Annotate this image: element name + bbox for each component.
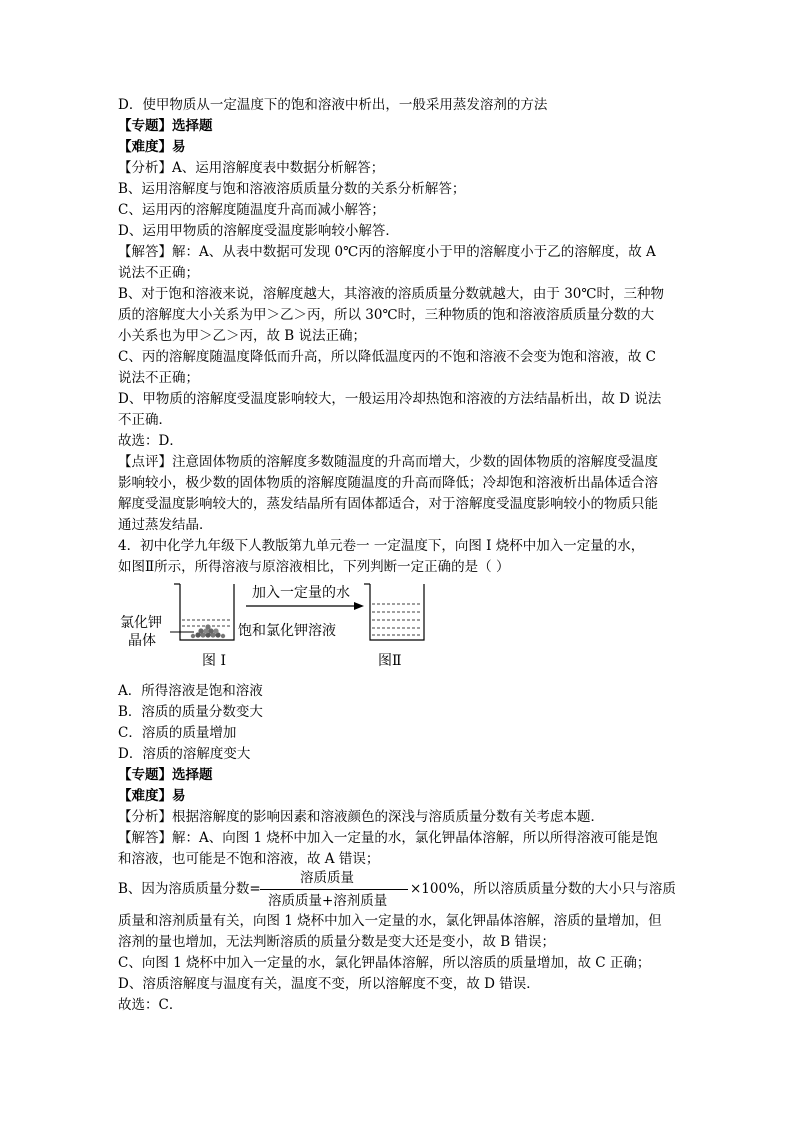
text-line: 质的溶解度大小关系为甲＞乙＞丙，所以 30℃时，三种物质的饱和溶液溶质质量分数的大 bbox=[118, 307, 655, 323]
text-line: 溶剂的量也增加，无法判断溶质的质量分数是变大还是变小，故 B 错误； bbox=[118, 934, 556, 950]
beaker-2 bbox=[364, 584, 424, 640]
text-line: 【难度】易 bbox=[118, 788, 186, 804]
text-line: 【专题】选择题 bbox=[118, 118, 213, 134]
option-c: C．溶质的质量增加 bbox=[118, 725, 237, 741]
crystal-label: 氯化钾 bbox=[120, 615, 162, 631]
crystal-label: 晶体 bbox=[128, 633, 156, 649]
option-b: B．溶质的质量分数变大 bbox=[118, 704, 263, 720]
formula-line bbox=[118, 869, 680, 909]
text-line: 通过蒸发结晶． bbox=[118, 517, 213, 533]
text-line: 【分析】根据溶解度的影响因素和溶液颜色的深浅与溶质质量分数有关考虑本题． bbox=[118, 809, 604, 825]
figure-caption: 图Ⅱ bbox=[378, 653, 402, 669]
arrow-label: 加入一定量的水 bbox=[252, 585, 350, 601]
text-line: 【解答】解：A、向图 1 烧杯中加入一定量的水，氯化钾晶体溶解，所以所得溶液可能是饱 bbox=[118, 830, 658, 846]
text-line: 如图Ⅱ所示，所得溶液与原溶液相比，下列判断一定正确的是（ ） bbox=[118, 559, 510, 575]
text-line: 和溶液，也可能是不饱和溶液，故 A 错误； bbox=[118, 851, 380, 867]
beaker-1 bbox=[170, 584, 234, 640]
option-a: A．所得溶液是饱和溶液 bbox=[118, 683, 263, 699]
text-line: C、运用丙的溶解度随温度升高而减小解答； bbox=[118, 202, 385, 218]
formula-prefix: B、因为溶质质量分数= bbox=[118, 881, 261, 897]
text-line: B、运用溶解度与饱和溶液溶质质量分数的关系分析解答； bbox=[118, 181, 466, 197]
text-line: C、向图 1 烧杯中加入一定量的水，氯化钾晶体溶解，所以溶质的质量增加，故 C 正确； bbox=[118, 955, 651, 971]
text-line: 小关系也为甲＞乙＞丙，故 B 说法正确； bbox=[118, 328, 367, 344]
text-line: 不正确． bbox=[118, 412, 172, 428]
arrow bbox=[246, 602, 364, 610]
text-line: 质量和溶剂质量有关，向图 1 烧杯中加入一定量的水，氯化钾晶体溶解，溶质的量增加，但 bbox=[118, 913, 662, 929]
text-line: 说法不正确； bbox=[118, 370, 199, 386]
text-line: 4．初中化学九年级下人教版第九单元卷一 一定温度下，向图 I 烧杯中加入一定量的水， bbox=[118, 538, 645, 554]
text-line: 【解答】解：A、从表中数据可发现 0℃丙的溶解度小于甲的溶解度小于乙的溶解度，故 A bbox=[118, 244, 656, 260]
option-d: D．溶质的溶解度变大 bbox=[118, 746, 251, 762]
text-line: D、甲物质的溶解度受温度影响较大，一般运用冷却热饱和溶液的方法结晶析出，故 D 说法 bbox=[118, 391, 662, 407]
text-line: D、运用甲物质的溶解度受温度影响较小解答． bbox=[118, 223, 399, 239]
text-line: 【专题】选择题 bbox=[118, 767, 213, 783]
text-line: D．使甲物质从一定温度下的饱和溶液中析出，一般采用蒸发溶剂的方法 bbox=[118, 97, 548, 113]
solution-label: 饱和氯化钾溶液 bbox=[238, 623, 336, 639]
crystals bbox=[191, 624, 225, 638]
text-line: D、溶质溶解度与温度有关，温度不变，所以溶解度不变，故 D 错误． bbox=[118, 976, 540, 992]
text-line: 影响较小，极少数的固体物质的溶解度随温度的升高而降低；冷却饱和溶液析出晶体适合溶 bbox=[118, 475, 658, 491]
text-line: C、丙的溶解度随温度降低而升高，所以降低温度丙的不饱和溶液不会变为饱和溶液，故 C bbox=[118, 349, 656, 365]
text-line: B、对于饱和溶液来说，溶解度越大，其溶液的溶质质量分数就越大，由于 30℃时，三种物 bbox=[118, 286, 664, 302]
text-line: 【点评】注意固体物质的溶解度多数随温度的升高而增大，少数的固体物质的溶解度受温度 bbox=[118, 454, 658, 470]
formula-numerator: 溶质质量 bbox=[300, 870, 354, 886]
text-line: 【难度】易 bbox=[118, 139, 186, 155]
text-line: 故选：D． bbox=[118, 433, 183, 449]
beaker-figure bbox=[118, 580, 680, 690]
text-line: 说法不正确； bbox=[118, 265, 199, 281]
fraction-bar bbox=[260, 889, 408, 890]
text-line: 【分析】A、运用溶解度表中数据分析解答； bbox=[118, 160, 385, 176]
formula-suffix: ×100%，所以溶质质量分数的大小只与溶质 bbox=[410, 881, 676, 897]
text-line: 故选：C． bbox=[118, 997, 183, 1013]
text-line: 解度受温度影响较大的，蒸发结晶所有固体都适合，对于溶解度受温度影响较小的物质只能 bbox=[118, 496, 658, 512]
figure-caption: 图 I bbox=[202, 653, 226, 669]
beaker-diagram bbox=[118, 580, 680, 690]
formula-denominator: 溶质质量+溶剂质量 bbox=[268, 893, 388, 909]
